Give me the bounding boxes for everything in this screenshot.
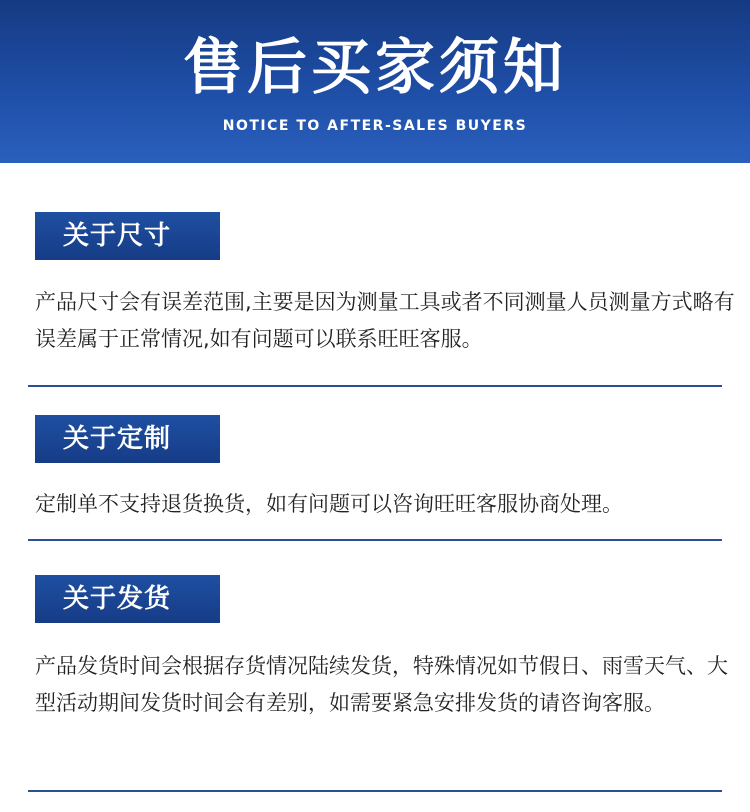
section-divider xyxy=(28,385,722,387)
page-subtitle: NOTICE TO AFTER-SALES BUYERS xyxy=(222,118,528,134)
section-divider xyxy=(28,790,722,792)
section-heading-size: 关于尺寸 xyxy=(35,212,220,260)
section-body-shipping: 产品发货时间会根据存货情况陆续发货，特殊情况如节假日、雨雪天气、大型活动期间发货时间会有差别，如需要紧急安排发货的请咨询客服。 xyxy=(35,654,728,715)
section-heading-custom: 关于定制 xyxy=(35,415,220,463)
header-banner xyxy=(0,0,750,163)
section-divider xyxy=(28,539,722,541)
page-title: 售后买家须知 xyxy=(183,33,567,103)
section-heading-shipping: 关于发货 xyxy=(35,575,220,623)
section-body-custom: 定制单不支持退货换货，如有问题可以咨询旺旺客服协商处理。 xyxy=(35,492,623,516)
section-body-size: 产品尺寸会有误差范围,主要是因为测量工具或者不同测量人员测量方式略有误差属于正常情况,如有问题可以联系旺旺客服。 xyxy=(35,290,735,351)
